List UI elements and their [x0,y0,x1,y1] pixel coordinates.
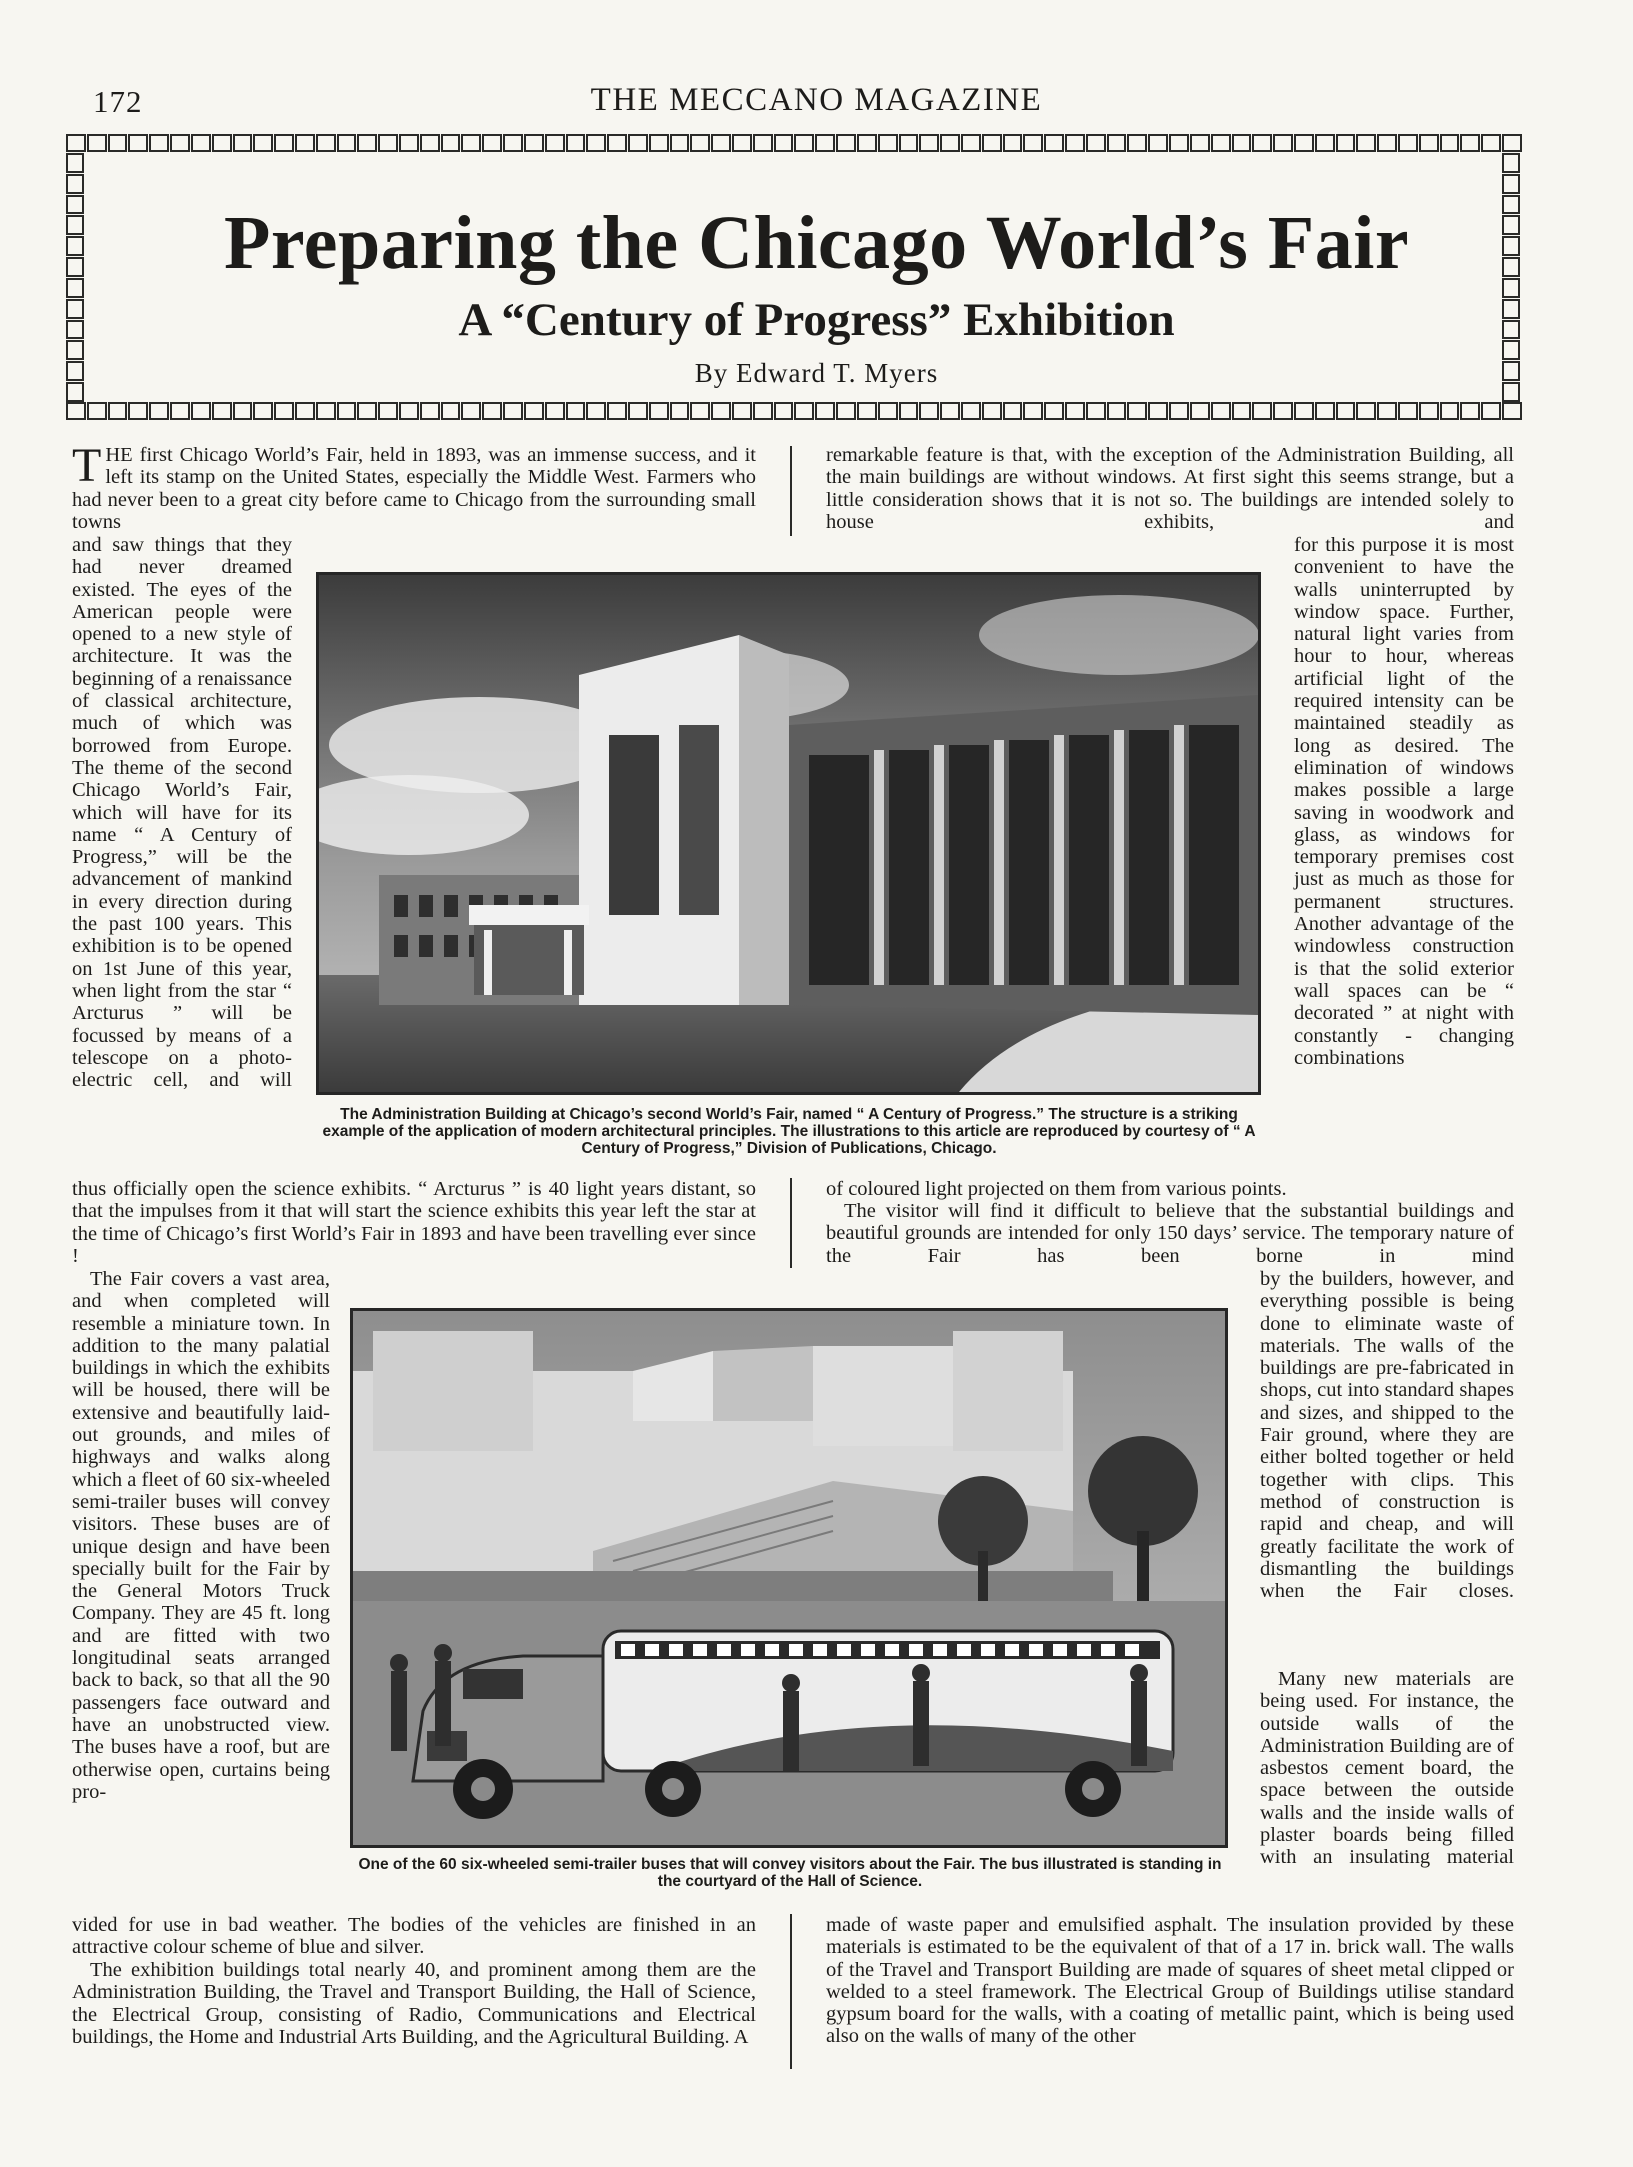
frame-square [1356,134,1376,152]
frame-square [212,402,232,420]
frame-square [1107,134,1127,152]
frame-square [399,402,419,420]
frame-square [441,134,461,152]
frame-square [1502,174,1520,194]
frame-square [899,402,919,420]
frame-square [1107,402,1127,420]
frame-square [1315,134,1335,152]
frame-square [1460,134,1480,152]
frame-square [1419,402,1439,420]
frame-square [940,134,960,152]
frame-square [857,402,877,420]
frame-square [961,402,981,420]
paragraph-fair-area: The Fair covers a vast area, and when completed will resemble a miniature town. In addition to the many palatial buildings in which the exhibits will be housed, there will be extensive and beautifully laid-out grounds, and miles of highways and walks along which a fleet of 60 six-wheeled semi-trailer buses will convey visitors. These buses are of unique design and have been specially built for the Fair by the General Motors Truck Company. They are 45 ft. long and are fitted with two longitudinal seats arranged back to back, so that all the 90 passengers face outward and have an unobstructed view. The buses have a roof, but are otherwise open, curtains being pro- [72,1268,330,1803]
frame-square [1273,402,1293,420]
frame-square [836,134,856,152]
frame-square [961,134,981,152]
frame-square [295,134,315,152]
frame-square [420,402,440,420]
frame-square [461,402,481,420]
paragraph-buildings: The exhibition buildings total nearly 40, and prominent among them are the Administration Building, the Travel and Transport Building, the Hall of Science, the Electrical Group, consisting of Radio, Communications and Electrical buildings, the Home and Industrial Arts Building, and the Agricultural Building. A [72,1959,756,2048]
frame-square [378,134,398,152]
semi-trailer-bus-photo [350,1308,1228,1848]
frame-square [212,134,232,152]
frame-square [420,134,440,152]
frame-square [461,134,481,152]
frame-square [690,402,710,420]
frame-square [794,402,814,420]
frame-square [1211,402,1231,420]
frame-square [1065,134,1085,152]
frame-square [586,402,606,420]
frame-square [1065,402,1085,420]
frame-square [87,402,107,420]
column-rule [790,1178,792,1268]
frame-square [545,402,565,420]
paragraph-intro-continued: and saw things that they had never dreamed existed. The eyes of the American people were opened to a new style of architecture. It was the beginning of a renaissance of classical architecture, much of which was borrowed from Europe. The theme of the second Chicago World’s Fair, which will have for its name “ A Century of Progress,” will be the advancement of mankind in every direction during the past 100 years. This exhibition is to be opened on 1st June of this year, when light from the star “ Arcturus ” will be focussed by means of a telescope on a photo-electric cell, and will [72,534,292,1092]
frame-square [503,402,523,420]
frame-square [87,134,107,152]
frame-square [274,402,294,420]
frame-square [628,134,648,152]
frame-square [399,134,419,152]
paragraph-windows-continued: for this purpose it is most convenient to have the walls uninterrupted by window space. Further, natural light varies from hour to hour, whereas artificial light of the required intensity can be maintained steadily as long as desired. The elimination of windows makes possible a large saving in woodwork and glass, as windows for temporary premises cost just as much as those for permanent structures. Another advantage of the windowless construction is that the solid exterior wall spaces can be “ decorated ” at night with constantly - changing combinations [1294,534,1514,1069]
frame-square [1086,134,1106,152]
frame-square [1377,402,1397,420]
frame-square [1044,402,1064,420]
frame-square [1169,134,1189,152]
frame-square [1481,134,1501,152]
frame-square [66,134,86,152]
frame-square [1336,134,1356,152]
frame-square [1023,134,1043,152]
frame-square [1127,402,1147,420]
frame-square [670,402,690,420]
frame-square [357,402,377,420]
text-run: HE first Chicago World’s Fair, held in 1893, was an immense success, and it left its stamp on the United States, especially the Middle West. Farmers who had never been to a great city before came to Chicago from the surrounding small towns [72,444,756,533]
frame-square [108,402,128,420]
frame-square [295,402,315,420]
frame-square [836,402,856,420]
paragraph-materials: Many new materials are being used. For instance, the outside walls of the Administration Building are of asbestos cement board, the space between the outside walls and the inside walls of plaster boards being filled with an insulating material [1260,1668,1514,1869]
frame-square [815,134,835,152]
frame-square [1398,134,1418,152]
frame-square [815,402,835,420]
frame-square [919,402,939,420]
frame-square [690,134,710,152]
frame-square [191,402,211,420]
frame-square [337,402,357,420]
paragraph-lighting-end: of coloured light projected on them from various points. [826,1178,1287,1200]
frame-square [170,402,190,420]
frame-square [1232,134,1252,152]
frame-square [1356,402,1376,420]
frame-square [1252,402,1272,420]
frame-square [66,174,84,194]
frame-square [670,134,690,152]
frame-square [649,402,669,420]
frame-square [149,134,169,152]
paragraph-windows: remarkable feature is that, with the exception of the Administration Building, all the main buildings are without windows. At first sight this seems strange, but a little consideration shows that it is not so. The buildings are intended solely to house exhibits, and [826,444,1514,533]
frame-square [253,134,273,152]
frame-square [191,134,211,152]
frame-square [253,402,273,420]
frame-square [1460,402,1480,420]
frame-square [899,134,919,152]
frame-square [1502,153,1520,173]
frame-square [774,402,794,420]
frame-square [1190,402,1210,420]
frame-square [357,134,377,152]
frame-square [1502,402,1522,420]
frame-square [108,134,128,152]
frame-square [274,134,294,152]
frame-square [482,134,502,152]
column-rule [790,446,792,536]
frame-square [1294,402,1314,420]
frame-square [732,134,752,152]
frame-square [586,134,606,152]
article-subtitle: A “Century of Progress” Exhibition [458,294,1175,346]
frame-square [732,402,752,420]
frame-square [378,402,398,420]
frame-square [566,402,586,420]
frame-square [1232,402,1252,420]
paragraph-temporary-continued: by the builders, however, and everything possible is being done to eliminate waste of materials. The walls of the buildings are pre-fabricated in shops, cut into standard shapes and sizes, and shipped to the Fair ground, where they are either bolted together or held together with clips. This method of construction is rapid and cheap, and will greatly facilitate the work of dismantling the buildings when the Fair closes. [1260,1268,1514,1603]
frame-square [1190,134,1210,152]
administration-building-photo [316,572,1261,1095]
frame-square [66,153,84,173]
frame-square [545,134,565,152]
frame-square [628,402,648,420]
frame-square [649,134,669,152]
frame-square [1377,134,1397,152]
frame-square [1419,134,1439,152]
frame-square [1086,402,1106,420]
frame-square [1148,134,1168,152]
frame-square [1294,134,1314,152]
paragraph-intro [72,439,756,534]
frame-square [316,134,336,152]
frame-square [1148,402,1168,420]
frame-square [940,402,960,420]
frame-square [1252,134,1272,152]
frame-square [566,134,586,152]
frame-square [774,134,794,152]
paragraph-arcturus: thus officially open the science exhibits. “ Arcturus ” is 40 light years distant, so that the impulses from it that will start the science exhibits this year left the star at the time of Chicago’s first World’s Fair in 1893 and have been travelling ever since ! [72,1178,756,1267]
frame-square [1336,402,1356,420]
frame-square [524,402,544,420]
frame-square [149,402,169,420]
article-byline: By Edward T. Myers [694,358,939,388]
frame-square [233,402,253,420]
column-rule [790,1914,792,2069]
frame-square [170,134,190,152]
frame-square [1023,402,1043,420]
frame-square [711,402,731,420]
frame-square [794,134,814,152]
frame-square [482,402,502,420]
frame-square [503,134,523,152]
frame-square [711,134,731,152]
frame-square [857,134,877,152]
paragraph-insulation: made of waste paper and emulsified asphalt. The insulation provided by these materials is estimated to be the equivalent of that of a 17 in. brick wall. The walls of the Travel and Transport Building are made of squares of sheet metal clipped or welded to a steel framework. The Electrical Group of Buildings utilise standard gypsum board for the walls, with a coating of metallic paint, which is being used also on the walls of many of the other [826,1914,1514,2048]
page-number: 172 [93,84,143,119]
frame-square [1440,134,1460,152]
frame-square [524,134,544,152]
frame-square [1169,402,1189,420]
frame-square [337,134,357,152]
frame-square [66,402,86,420]
frame-square [128,134,148,152]
frame-square [753,402,773,420]
frame-square [441,402,461,420]
paragraph-buses-end: vided for use in bad weather. The bodies of the vehicles are finished in an attractive colour scheme of blue and silver. [72,1914,756,1959]
frame-square [919,134,939,152]
frame-top-border [66,134,1522,152]
frame-square [753,134,773,152]
semi-trailer-bus-illustration [353,1311,1225,1845]
frame-square [1044,134,1064,152]
frame-bottom-border [66,402,1522,420]
frame-square [1273,134,1293,152]
frame-square [1127,134,1147,152]
frame-square [1440,402,1460,420]
drop-cap: T [72,439,102,492]
frame-square [607,134,627,152]
figure-2-caption: One of the 60 six-wheeled semi-trailer buses that will convey visitors about the Fair. The bus illustrated is standing in the courtyard of the Hall of Science. [358,1856,1222,1890]
figure-1-caption: The Administration Building at Chicago’s second World’s Fair, named “ A Century of Progress.” The structure is a striking example of the application of modern architectural principles. The illustrations to this article are reproduced by courtesy of “ A Century of Progress,” Division of Publications, Chicago. [322,1106,1256,1157]
frame-square [233,134,253,152]
magazine-title: THE MECCANO MAGAZINE [590,82,1043,118]
frame-square [128,402,148,420]
administration-building-illustration [319,575,1258,1092]
frame-square [1315,402,1335,420]
frame-square [607,402,627,420]
frame-square [1003,402,1023,420]
frame-square [982,134,1002,152]
frame-square [878,134,898,152]
frame-square [1211,134,1231,152]
article-title: Preparing the Chicago World’s Fair [223,201,1410,285]
frame-square [1398,402,1418,420]
paragraph-temporary: The visitor will find it difficult to believe that the substantial buildings and beautiful grounds are intended for only 150 days’ service. The temporary nature of the Fair has been borne in mind [826,1200,1514,1267]
frame-square [316,402,336,420]
frame-square [1502,134,1522,152]
frame-square [982,402,1002,420]
frame-square [1003,134,1023,152]
frame-square [878,402,898,420]
frame-square [1481,402,1501,420]
